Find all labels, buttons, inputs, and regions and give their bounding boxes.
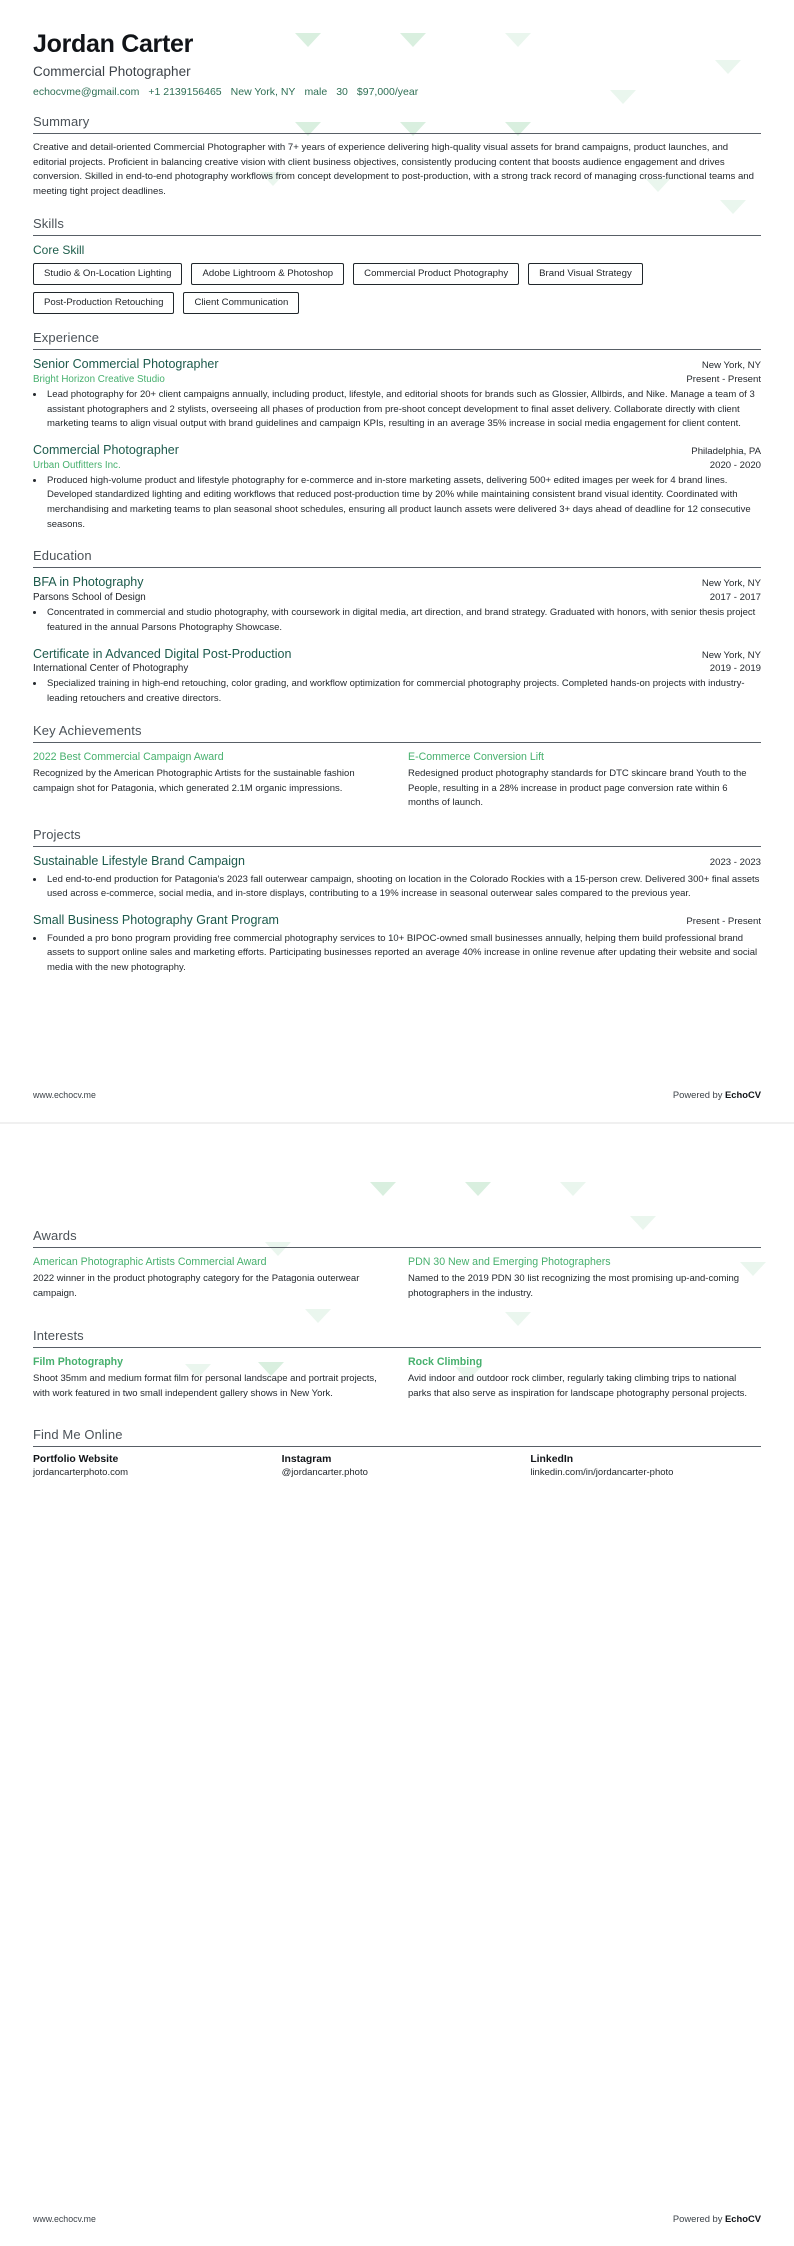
skill-chip: Brand Visual Strategy	[528, 263, 643, 285]
skill-chip: Adobe Lightroom & Photoshop	[191, 263, 344, 285]
education-bullets	[33, 677, 761, 706]
experience-company: Urban Outfitters Inc.	[33, 459, 121, 471]
skill-chip: Studio & On-Location Lighting	[33, 263, 182, 285]
page-footer	[33, 1089, 761, 1100]
interest-item	[408, 1355, 761, 1402]
experience-bullets	[33, 474, 761, 533]
award-item	[33, 1255, 386, 1302]
project-entry	[33, 854, 761, 902]
resume-page-2	[0, 1124, 794, 2246]
section-title-key-achievements: Key Achievements	[33, 722, 142, 738]
section-skills	[33, 216, 761, 314]
awards-list	[33, 1255, 761, 1302]
section-title-awards: Awards	[33, 1228, 77, 1243]
section-summary	[33, 114, 761, 200]
bullet-item: • Concentrated in commercial and studio photography, with coursework in digital media, art direction, and brand strategy. Graduated with honors, with senior thesis project featured in the annual Parsons Photography Showcase.	[45, 606, 761, 635]
education-entry	[33, 575, 761, 635]
award-title: PDN 30 New and Emerging Photographers	[408, 1256, 611, 1268]
page-footer	[33, 2213, 761, 2224]
experience-entry	[33, 443, 761, 533]
triangle-watermark-icon	[720, 200, 746, 214]
education-entry	[33, 647, 761, 707]
section-divider	[33, 349, 761, 350]
education-school: International Center of Photography	[33, 663, 189, 675]
education-location: New York, NY	[701, 649, 761, 661]
skill-chip: Commercial Product Photography	[353, 263, 519, 285]
skill-chip: Post-Production Retouching	[33, 292, 174, 314]
experience-dates: 2020 - 2020	[709, 459, 761, 471]
education-dates: 2017 - 2017	[709, 592, 761, 604]
section-divider	[33, 1247, 761, 1248]
online-link-value[interactable]: @jordancarter.photo	[281, 1467, 368, 1479]
key-achievement-item	[33, 750, 386, 811]
online-link-item	[33, 1454, 264, 1478]
online-link-label: LinkedIn	[530, 1454, 574, 1466]
section-title-education: Education	[33, 548, 92, 564]
skill-chip-list	[33, 263, 761, 314]
contact-phone[interactable]: +1 2139156465	[148, 85, 222, 98]
education-dates: 2019 - 2019	[709, 663, 761, 675]
interest-title: Rock Climbing	[408, 1355, 483, 1368]
resume-page-1	[0, 0, 794, 1122]
award-body: 2022 winner in the product photography category for the Patagonia outerwear campaign.	[33, 1273, 360, 1300]
interest-body: Shoot 35mm and medium format film for personal landscape and portrait projects, with work featured in two small independent gallery shows in New York.	[33, 1373, 377, 1399]
education-location: New York, NY	[701, 578, 761, 590]
experience-role: Senior Commercial Photographer	[33, 357, 219, 372]
skill-group-label: Core Skill	[33, 243, 85, 258]
section-divider	[33, 567, 761, 568]
section-divider	[33, 742, 761, 743]
section-find-me-online	[33, 1427, 761, 1478]
key-achievement-item	[408, 750, 761, 811]
section-education	[33, 548, 761, 706]
contact-info	[33, 86, 761, 98]
achievement-body: Recognized by the American Photographic Artists for the sustainable fashion campaign shot for Patagonia, which generated 2.1M organic impressions.	[33, 767, 355, 794]
interest-body: Avid indoor and outdoor rock climber, regularly taking climbing trips to national parks that also serve as inspiration for landscape photography personal projects.	[408, 1373, 748, 1399]
summary-text: Creative and detail-oriented Commercial Photographer with 7+ years of experience delivering high-quality visual assets for brand campaigns, product launches, and editorial projects. Proficient in balancing creative vision with client business objectives, consistently producing content that boosts audience engagement and drives conversion. Skilled in end-to-end photography workflows from concept development to post-production, with a strong track record of managing cross-functional teams and meeting tight project deadlines.	[33, 141, 754, 198]
award-title: American Photographic Artists Commercial Award	[33, 1256, 267, 1268]
section-title-interests: Interests	[33, 1327, 84, 1343]
achievement-title: E-Commerce Conversion Lift	[408, 750, 544, 763]
achievement-title: 2022 Best Commercial Campaign Award	[33, 750, 224, 763]
section-projects	[33, 827, 761, 976]
section-experience	[33, 330, 761, 532]
online-links-list	[33, 1454, 761, 1478]
project-dates: Present - Present	[686, 916, 761, 928]
online-link-label: Portfolio Website	[33, 1454, 119, 1466]
contact-location: New York, NY	[230, 85, 296, 98]
bullet-item: • Specialized training in high-end retouching, color grading, and workflow optimization for commercial photography projects. Completed hands-on projects with industry-leading retouchers and creative directors.	[45, 677, 761, 706]
section-title-summary: Summary	[33, 113, 90, 129]
experience-bullets	[33, 388, 761, 432]
bullet-item: • Led end-to-end production for Patagonia's 2023 fall outerwear campaign, shooting on location in the Colorado Rockies with a 15-person crew. Delivered 300+ final assets used across e-commerce, social media, and in-store displays, contributing to a 19% increase in seasonal outerwear sales compared to the previous year.	[45, 873, 761, 902]
bullet-item: • Produced high-volume product and lifestyle photography for e-commerce and in-store marketing assets, delivering 500+ edited images per week for 4 brand lines. Developed standardized lighting and editing workflows that reduced post-production time by 20% while maintaining consistent brand visual identity. Coordinated with merchandising and marketing teams to plan seasonal shoot schedules, ensuring all product launch assets were delivered 3+ days ahead of deadline for 12 consecutive seasons.	[45, 474, 761, 533]
experience-location: Philadelphia, PA	[691, 445, 761, 457]
footer-powered-by	[673, 2213, 761, 2224]
footer-website[interactable]: www.echocv.me	[33, 1090, 96, 1100]
experience-role: Commercial Photographer	[33, 442, 179, 457]
education-degree: Certificate in Advanced Digital Post-Production	[33, 646, 292, 661]
section-title-skills: Skills	[33, 216, 64, 232]
section-divider	[33, 1347, 761, 1348]
triangle-watermark-icon	[305, 1309, 331, 1323]
bullet-item: • Lead photography for 20+ client campaigns annually, including product, lifestyle, and editorial shoots for brands such as Glossier, Allbirds, and Nike. Manage a team of 3 assistant photographers and 2 stylists, overseeing all phases of production from pre-shoot concept development to final asset delivery. Collaborate directly with client marketing teams to align visual output with brand guidelines and campaign KPIs, resulting in an average 35% increase in social media engagement for client content.	[45, 388, 761, 432]
triangle-watermark-icon	[505, 1312, 531, 1326]
section-title-projects: Projects	[33, 827, 81, 843]
section-divider	[33, 1446, 761, 1447]
section-awards	[33, 1228, 761, 1302]
section-divider	[33, 133, 761, 134]
bullet-item: • Founded a pro bono program providing free commercial photography services to 10+ BIPOC-owned small businesses annually, helping them build professional brand assets to support online sales and marketing efforts. Participating businesses reported an average 40% increase in online revenue after updating their website and social media with the new photography.	[45, 932, 761, 976]
footer-powered-prefix: Powered by	[672, 1089, 726, 1100]
award-body: Named to the 2019 PDN 30 list recognizing the most promising up-and-coming photographers in the industry.	[408, 1273, 740, 1300]
footer-powered-prefix: Powered by	[672, 2213, 726, 2224]
online-link-item	[530, 1454, 761, 1478]
project-entry	[33, 913, 761, 976]
skill-chip: Client Communication	[183, 292, 299, 314]
online-link-value[interactable]: jordancarterphoto.com	[33, 1467, 129, 1479]
project-name: Sustainable Lifestyle Brand Campaign	[33, 854, 245, 869]
key-achievement-list	[33, 750, 761, 811]
candidate-job-title: Commercial Photographer	[33, 63, 191, 79]
interests-list	[33, 1355, 761, 1402]
footer-powered-by	[673, 1089, 761, 1100]
footer-website[interactable]: www.echocv.me	[33, 2214, 96, 2224]
section-title-experience: Experience	[33, 330, 100, 346]
candidate-name: Jordan Carter	[33, 30, 194, 58]
contact-age: 30	[336, 85, 348, 98]
footer-brand: EchoCV	[725, 2213, 761, 2224]
section-divider	[33, 846, 761, 847]
contact-gender: male	[304, 85, 328, 98]
online-link-value[interactable]: linkedin.com/in/jordancarter-photo	[530, 1467, 674, 1479]
project-name: Small Business Photography Grant Program	[33, 913, 279, 928]
interest-item	[33, 1355, 386, 1402]
section-interests	[33, 1328, 761, 1402]
experience-dates: Present - Present	[686, 373, 761, 385]
online-link-item	[282, 1454, 513, 1478]
education-bullets	[33, 606, 761, 635]
achievement-body: Redesigned product photography standards for DTC skincare brand Youth to the People, resulting in a 28% increase in product page conversion rate within 6 months of launch.	[408, 767, 747, 809]
project-dates: 2023 - 2023	[709, 857, 761, 869]
award-item	[408, 1255, 761, 1302]
education-degree: BFA in Photography	[33, 575, 144, 590]
project-bullets	[33, 873, 761, 902]
resume-header	[33, 30, 761, 98]
experience-company: Bright Horizon Creative Studio	[33, 373, 165, 385]
section-title-find-me-online: Find Me Online	[33, 1427, 123, 1443]
experience-entry	[33, 357, 761, 432]
contact-salary: $97,000/year	[356, 85, 419, 98]
experience-location: New York, NY	[701, 360, 761, 372]
contact-email[interactable]: echocvme@gmail.com	[33, 85, 140, 98]
section-divider	[33, 235, 761, 236]
online-link-label: Instagram	[281, 1454, 332, 1466]
education-school: Parsons School of Design	[33, 592, 146, 604]
interest-title: Film Photography	[33, 1355, 124, 1368]
project-bullets	[33, 932, 761, 976]
section-key-achievements	[33, 723, 761, 811]
footer-brand: EchoCV	[725, 1089, 761, 1100]
